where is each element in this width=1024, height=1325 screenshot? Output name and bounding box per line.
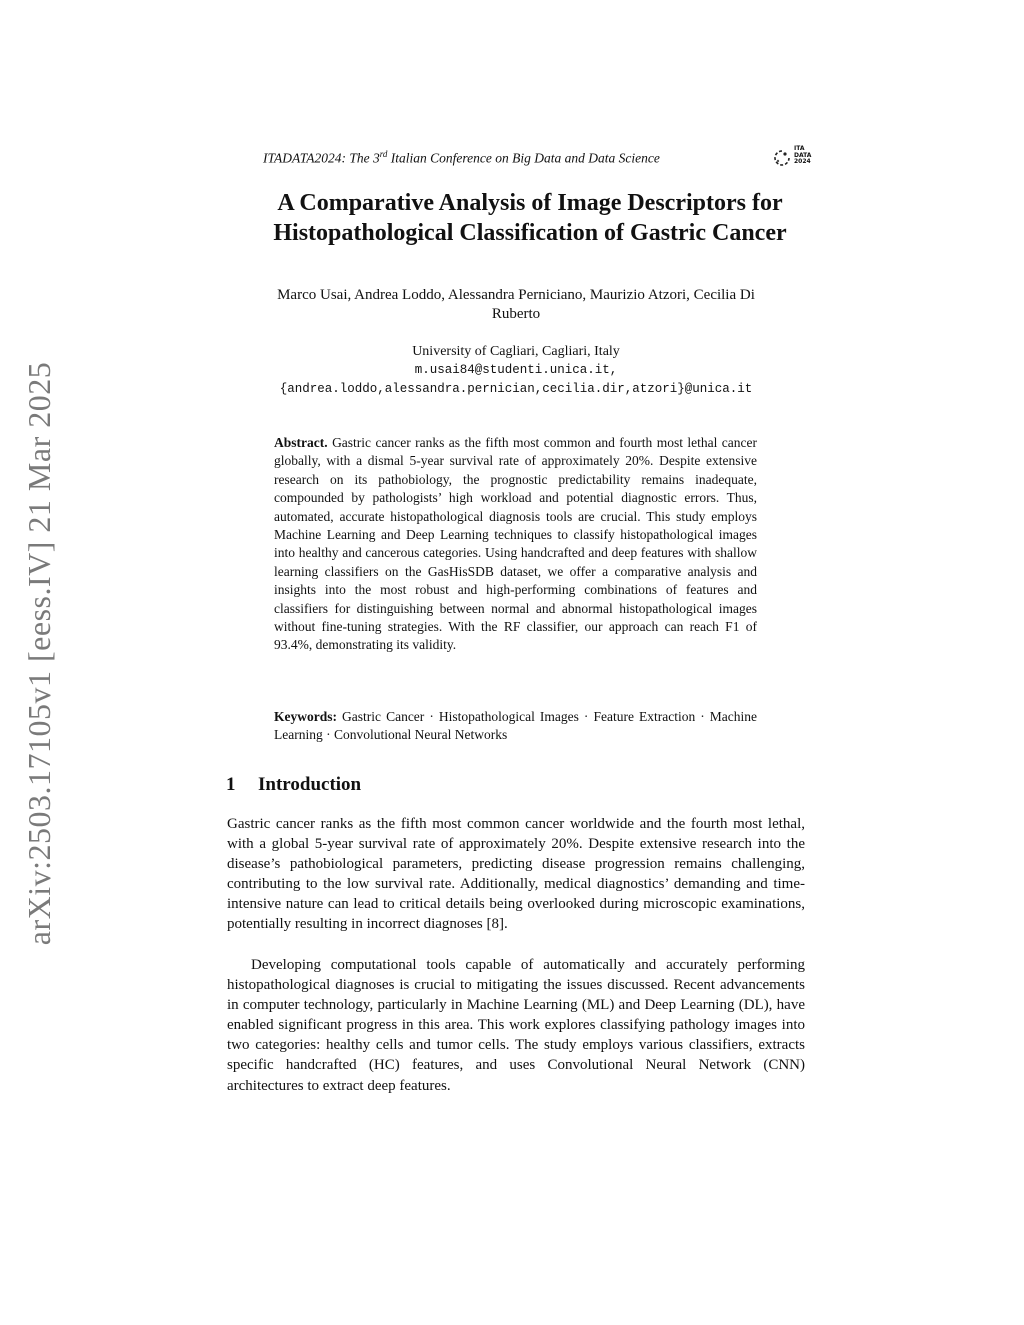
section-heading bbox=[226, 774, 361, 796]
conference-logo-text bbox=[794, 146, 811, 166]
intro-paragraph-2: Developing computational tools capable of automatically and accurately performing histopathological diagnoses is crucial to mitigating the issues discussed. Recent advancements in computer technology, particularly in Machine Learning (ML) and Deep Learning (DL), have enabled significant progress in this area. This work explores classifying pathology images into two categories: healthy cells and tumor cells. The study employs various classifiers, extracts specific handcrafted (HC) features, and uses Convolutional Neural Network (CNN) architectures to extract deep features. bbox=[227, 957, 805, 1094]
section-number: 1 bbox=[226, 774, 236, 795]
running-head-superscript: rd bbox=[379, 149, 388, 159]
email-2: {andrea.loddo,alessandra.pernician,cecilia.dir,atzori}@unica.it bbox=[279, 382, 753, 396]
keywords-text: Gastric Cancer · Histopathological Images · Feature Extraction · Machine Learning · Convolutional Neural Networks bbox=[274, 709, 758, 743]
arxiv-identifier-text: arXiv:2503.17105v1 [eess.IV] 21 Mar 2025 bbox=[21, 361, 58, 945]
institution: University of Cagliari, Cagliari, Italy bbox=[412, 344, 620, 359]
abstract-label: Abstract. bbox=[274, 435, 328, 450]
keywords-label: Keywords: bbox=[274, 709, 337, 724]
title-line-2: Histopathological Classification of Gastric Cancer bbox=[273, 220, 787, 246]
paper-title bbox=[180, 188, 880, 248]
intro-paragraph-1: Gastric cancer ranks as the fifth most common cancer worldwide and the fourth most lethal, with a global 5-year survival rate of approximately 20%. Despite extensive research into the disease’s pathobiological parameters, predicting disease progression remains challenging, contributing to the low survival rate. Additionally, medical diagnostics’ demanding and time-intensive nature can lead to critical details being overlooked during microscopic examinations, potentially resulting in incorrect diagnoses [8]. bbox=[227, 816, 805, 933]
running-head-text bbox=[263, 149, 660, 167]
logo-line: ITA bbox=[794, 145, 805, 152]
running-head bbox=[230, 146, 830, 170]
authors-line-1: Marco Usai, Andrea Loddo, Alessandra Perniciano, Maurizio Atzori, Cecilia Di bbox=[277, 287, 755, 303]
abstract-text: Gastric cancer ranks as the fifth most common and fourth most lethal cancer globally, with a dismal 5-year survival rate of approximately 20%. Despite extensive research on its pathobiology, the prognostic predictability remains inadequate, compounded by pathologists’ high workload and potential diagnostic errors. Thus, automated, accurate histopathological diagnosis tools are crucial. This study employs Machine Learning and Deep Learning techniques to classify histopathological images into healthy and cancerous categories. Using handcrafted and deep features with shallow learning classifiers on the GasHisSDB dataset, we offer a comparative analysis and insights into the most robust and high-performing combinations of features and classifiers for distinguishing between normal and abnormal histopathological images without fine-tuning strategies. With the RF classifier, our approach can reach F1 of 93.4%, demonstrating its validity. bbox=[274, 435, 758, 653]
section-title: Introduction bbox=[258, 774, 362, 795]
running-head-after: Italian Conference on Big Data and Data Science bbox=[387, 150, 660, 166]
author-list bbox=[226, 286, 806, 324]
keywords bbox=[274, 708, 757, 745]
conference-logo bbox=[772, 146, 816, 168]
email-1: m.usai84@studenti.unica.it, bbox=[414, 363, 618, 377]
title-line-1: A Comparative Analysis of Image Descriptors for bbox=[277, 190, 783, 216]
abstract bbox=[274, 434, 757, 655]
authors-line-2: Ruberto bbox=[491, 306, 541, 322]
running-head-before: ITADATA2024: The 3 bbox=[263, 150, 380, 166]
affiliation-block bbox=[226, 342, 806, 399]
logo-line: 2024 bbox=[794, 158, 811, 165]
arxiv-identifier-stamp bbox=[12, 350, 68, 956]
logo-line: DATA bbox=[794, 151, 812, 159]
conference-logo-icon bbox=[772, 148, 792, 168]
